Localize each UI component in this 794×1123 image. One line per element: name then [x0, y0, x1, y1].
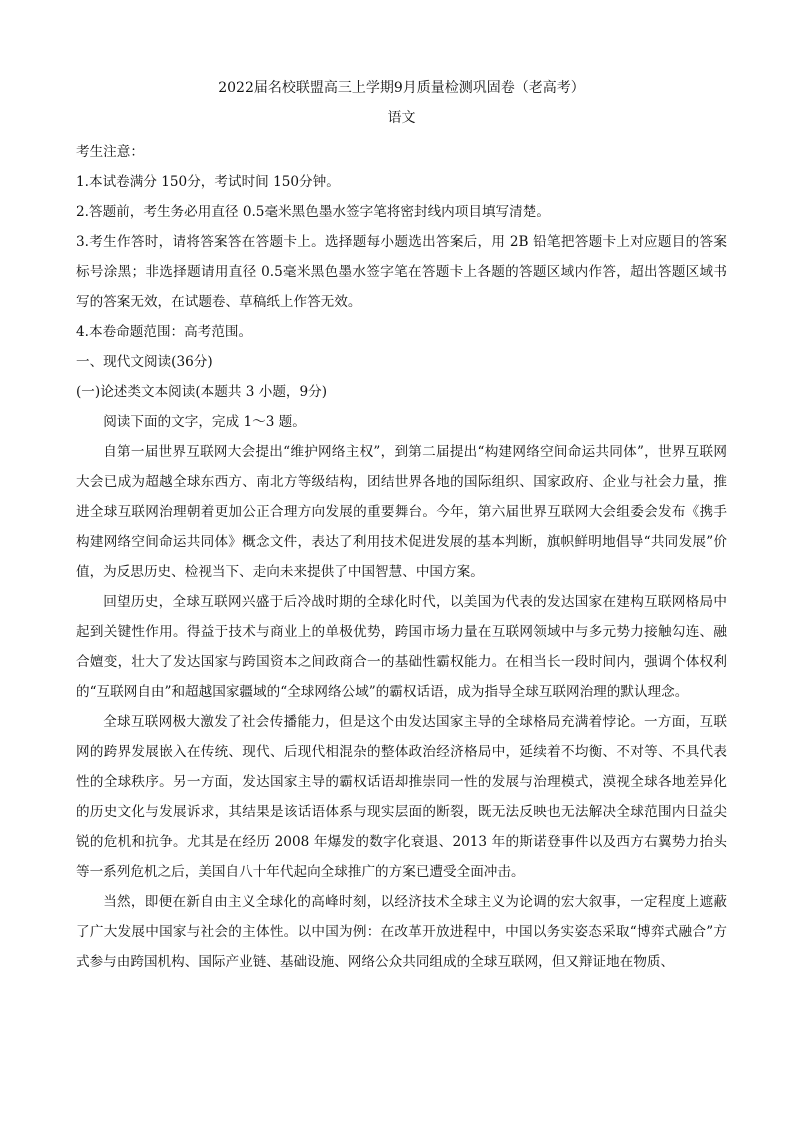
section-modern-reading	[76, 352, 727, 402]
notice-heading: 考生注意：	[76, 144, 144, 160]
subject-title: 语文	[387, 110, 416, 126]
notice-item-3: 3.考生作答时，请将答案答在答题卡上。选择题每小题选出答案后，用 2B 铅笔把答题卡上对应题目的答案标号涂黑；非选择题请用直径 0.5毫米黑色墨水签字笔在答题卡上各题的答题区域内作答，超出答题区域书写的答案无效，在试题卷、草稿纸上作答无效。	[76, 234, 727, 310]
section-heading: 一、现代文阅读(36分)	[76, 354, 213, 370]
reading-passage	[76, 437, 727, 977]
notice-item-1: 1.本试卷满分 150分，考试时间 150分钟。	[76, 174, 340, 190]
exam-page	[76, 78, 727, 982]
section-subheading: (一)论述类文本阅读(本题共 3 小题，9分)	[76, 384, 328, 400]
exam-title: 2022届名校联盟高三上学期9月质量检测巩固卷（老高考）	[218, 80, 585, 96]
passage-paragraph-2: 回望历史，全球互联网兴盛于后冷战时期的全球化时代，以美国为代表的发达国家在建构互联网格局中起到关键性作用。得益于技术与商业上的单极优势，跨国市场力量在互联网领域中与多元势力接触勾连、融合嬗变，壮大了发达国家与跨国资本之间政商合一的基础性霸权能力。在相当长一段时间内，强调个体权利的“互联网自由”和超越国家疆域的“全球网络公域”的霸权话语，成为指导全球互联网治理的默认理念。	[76, 594, 727, 700]
notice-item-4: 4.本卷命题范围：高考范围。	[76, 324, 253, 340]
reading-instruction: 阅读下面的文字，完成 1～3 题。	[103, 414, 306, 430]
passage-paragraph-1: 自第一届世界互联网大会提出“维护网络主权”，到第二届提出“构建网络空间命运共同体”，世界互联网大会已成为超越全球东西方、南北方等级结构，团结世界各地的国际组织、国家政府、企业与社会力量，推进全球互联网治理朝着更加公正合理方向发展的重要舞台。今年，第六届世界互联网大会组委会发布《携手构建网络空间命运共同体》概念文件，表达了利用技术促进发展的基本判断，旗帜鲜明地倡导“共同发展”价值，为反思历史、检视当下、走向未来提供了中国智慧、中国方案。	[76, 444, 727, 580]
candidate-notice	[76, 142, 727, 342]
notice-item-2: 2.答题前，考生务必用直径 0.5毫米黑色墨水签字笔将密封线内项目填写清楚。	[76, 204, 550, 220]
passage-paragraph-4: 当然，即便在新自由主义全球化的高峰时刻，以经济技术全球主义为论调的宏大叙事，一定程度上遮蔽了广大发展中国家与社会的主体性。以中国为例：在改革开放进程中，中国以务实姿态采取“博弈式融合”方式参与由跨国机构、国际产业链、基础设施、网络公众共同组成的全球互联网，但又辩证地在物质、	[76, 894, 727, 970]
passage-paragraph-3: 全球互联网极大激发了社会传播能力，但是这个由发达国家主导的全球格局充满着悖论。一方面，互联网的跨界发展嵌入在传统、现代、后现代相混杂的整体政治经济格局中，延续着不均衡、不对等、不具代表性的全球秩序。另一方面，发达国家主导的霸权话语却推崇同一性的发展与治理模式，漠视全球各地差异化的历史文化与发展诉求，其结果是该话语体系与现实层面的断裂，既无法反映也无法解决全球范围内日益尖锐的危机和抗争。尤其是在经历 2008 年爆发的数字化衰退、2013 年的斯诺登事件以及西方右翼势力抬头等一系列危机之后，美国自八十年代起向全球推广的方案已遭受全面冲击。	[76, 714, 727, 880]
